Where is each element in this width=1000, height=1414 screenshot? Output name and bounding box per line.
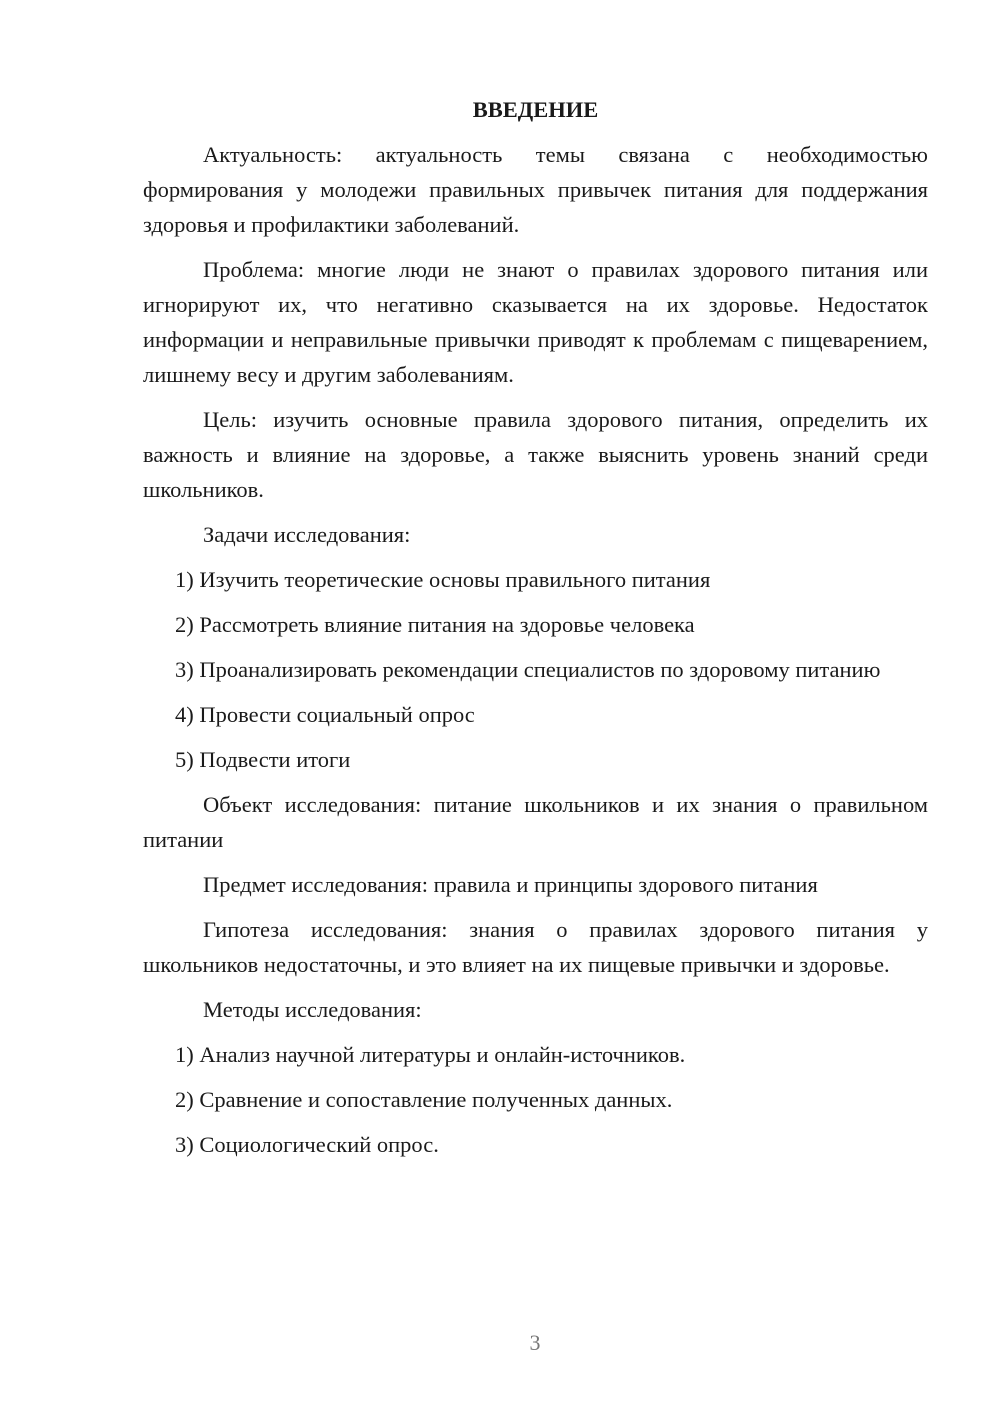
task-item-4: 4) Провести социальный опрос [175,702,475,727]
tasks-heading: Задачи исследования: [203,522,411,547]
method-item-2: 2) Сравнение и сопоставление полученных данных. [175,1087,673,1112]
document-body [143,92,928,1172]
task-item-5: 5) Подвести итоги [175,747,351,772]
methods-heading: Методы исследования: [203,997,422,1022]
object-paragraph: Объект исследования: питание школьников и их знания о правильном питании [143,792,928,852]
problem-paragraph: Проблема: многие люди не знают о правилах здорового питания или игнорируют их, что негативно сказывается на их здоровье. Недостаток информации и неправильные привычки приводят к проблемам с пищеварением, лишнему весу и другим заболеваниям. [143,257,928,387]
method-item-3: 3) Социологический опрос. [175,1132,439,1157]
relevance-paragraph: Актуальность: актуальность темы связана с необходимостью формирования у молодежи правильных привычек питания для поддержания здоровья и профилактики заболеваний. [143,142,928,237]
page-number: 3 [529,1330,541,1355]
hypothesis-paragraph: Гипотеза исследования: знания о правилах здорового питания у школьников недостаточны, и это влияет на их пищевые привычки и здоровье. [143,917,928,977]
task-item-2: 2) Рассмотреть влияние питания на здоровье человека [175,612,695,637]
subject-paragraph: Предмет исследования: правила и принципы здорового питания [203,872,818,897]
goal-paragraph: Цель: изучить основные правила здорового питания, определить их важность и влияние на здоровье, а также выяснить уровень знаний среди школьников. [143,407,928,502]
task-item-1: 1) Изучить теоретические основы правильного питания [175,567,711,592]
task-item-3: 3) Проанализировать рекомендации специалистов по здоровому питанию [175,657,881,682]
method-item-1: 1) Анализ научной литературы и онлайн-источников. [175,1042,686,1067]
section-title: ВВЕДЕНИЕ [472,97,599,122]
